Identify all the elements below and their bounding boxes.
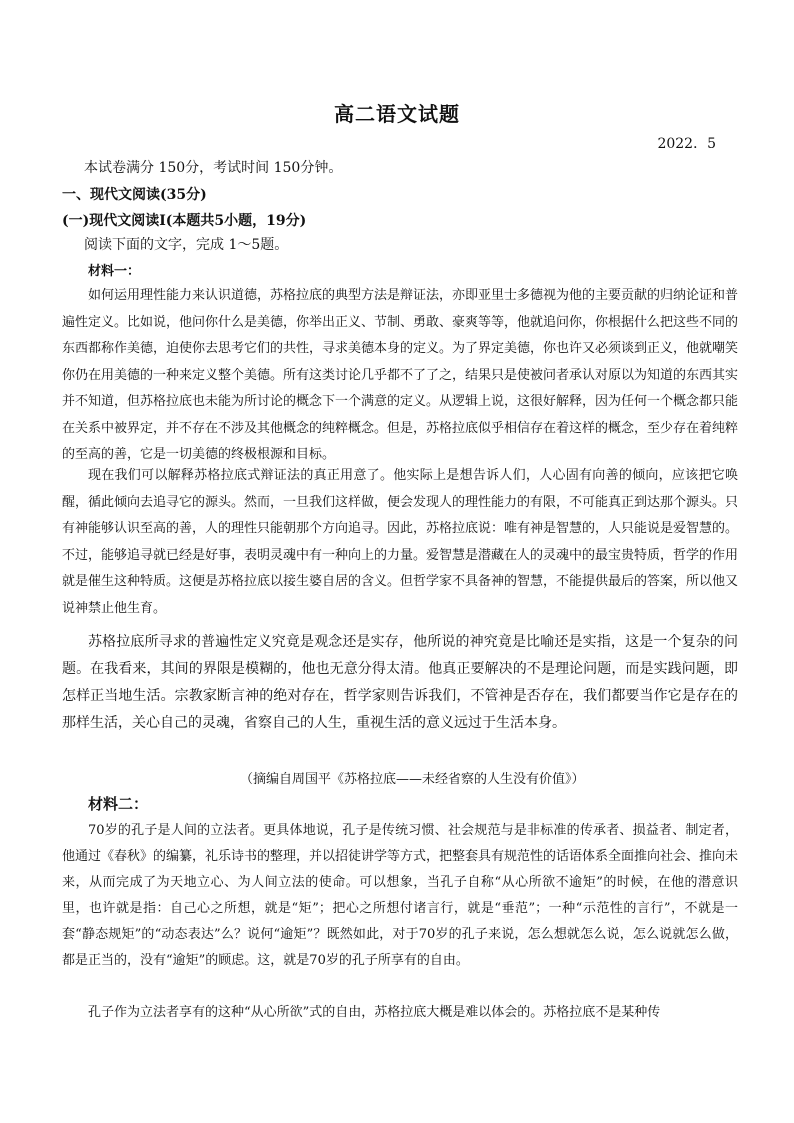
material-two-label: 材料二： [88, 795, 149, 813]
section-heading: 一、现代文阅读(35分) [62, 187, 207, 203]
reading-prompt: 阅读下面的文字，完成 1～5题。 [84, 237, 289, 253]
page-title: 高二语文试题 [334, 102, 460, 126]
material-one-paragraph: 苏格拉底所寻求的普遍性定义究竟是观念还是实存，他所说的神究竟是比喻还是实指，这是一个复杂的问题。在我看来，其间的界限是模糊的，他也无意分得太清。他真正要解决的不是理论问题，而是实践问题，即怎样正当地生活。宗教家断言神的绝对存在，哲学家则告诉我们，不管神是否存在，我们都要当作它是存在的那样生活，关心自己的灵魂，省察自己的人生，重视生活的意义远过于生活本身。 [62, 634, 738, 731]
material-two-paragraph: 70岁的孔子是人间的立法者。更具体地说，孔子是传统习惯、社会规范与是非标准的传承者、损益者、制定者，他通过《春秋》的编纂，礼乐诗书的整理，并以招徒讲学等方式，把整套具有规范性的话语体系全面推向社会、推向未来，从而完成了为天地立心、为人间立法的使命。可以想象，当孔子自称“从心所欲不逾矩”的时候，在他的潜意识里，也许就是指：自己心之所想，就是“矩”；把心之所想付诸言行，就是“垂范”；一种“示范性的言行”，不就是一套“静态规矩”的“动态表达”么？说何“逾矩”？既然如此，对于70岁的孔子来说，怎么想就怎么说，怎么说就怎么做，都是正当的，没有“逾矩”的顾虑。这，就是70岁的孔子所享有的自由。 [62, 823, 739, 968]
exam-instructions: 本试卷满分 150分，考试时间 150分钟。 [84, 160, 343, 176]
subsection-heading: (一)现代文阅读Ⅰ(本题共5小题，19分) [62, 213, 307, 229]
exam-date: 2022．5 [657, 136, 716, 152]
material-one-paragraph: 如何运用理性能力来认识道德，苏格拉底的典型方法是辩证法，亦即亚里士多德视为他的主要贡献的归纳论证和普遍性定义。比如说，他问你什么是美德，你举出正义、节制、勇敢、豪爽等等，他就追问你，你根据什么把这些不同的东西都称作美德，迫使你去思考它们的共性，寻求美德本身的定义。为了界定美德，你也许又必须谈到正义，他就嘲笑你仍在用美德的一种来定义整个美德。所有这类讨论几乎都不了了之，结果只是使被问者承认对原以为知道的东西其实并不知道，但苏格拉底也未能为所讨论的概念下一个满意的定义。从逻辑上说，这很好解释，因为任何一个概念都只能在关系中被界定，并不存在不涉及其他概念的纯粹概念。但是，苏格拉底似乎相信存在着这样的概念，至少存在着纯粹的至高的善，它是一切美德的终极根源和目标。 [62, 288, 739, 462]
material-one-label: 材料一： [88, 264, 141, 279]
material-one-source: （摘编自周国平《苏格拉底——未经省察的人生没有价值》） [240, 772, 585, 787]
material-two-paragraph: 孔子作为立法者享有的这种“从心所欲”式的自由，苏格拉底大概是难以体会的。苏格拉底不是某种传 [88, 1005, 661, 1020]
material-one-paragraph: 现在我们可以解释苏格拉底式辩证法的真正用意了。他实际上是想告诉人们，人心固有向善的倾向，应该把它唤醒，循此倾向去追寻它的源头。然而，一旦我们这样做，便会发现人的理性能力的有限，不可能真正到达那个源头。只有神能够认识至高的善，人的理性只能朝那个方向追寻。因此，苏格拉底说：唯有神是智慧的，人只能说是爱智慧的。不过，能够追寻就已经是好事，表明灵魂中有一种向上的力量。爱智慧是潜藏在人的灵魂中的最宝贵特质，哲学的作用就是催生这种特质。这便是苏格拉底以接生婆自居的含义。但哲学家不具备神的智慧，不能提供最后的答案，所以他又说神禁止他生育。 [62, 468, 739, 616]
